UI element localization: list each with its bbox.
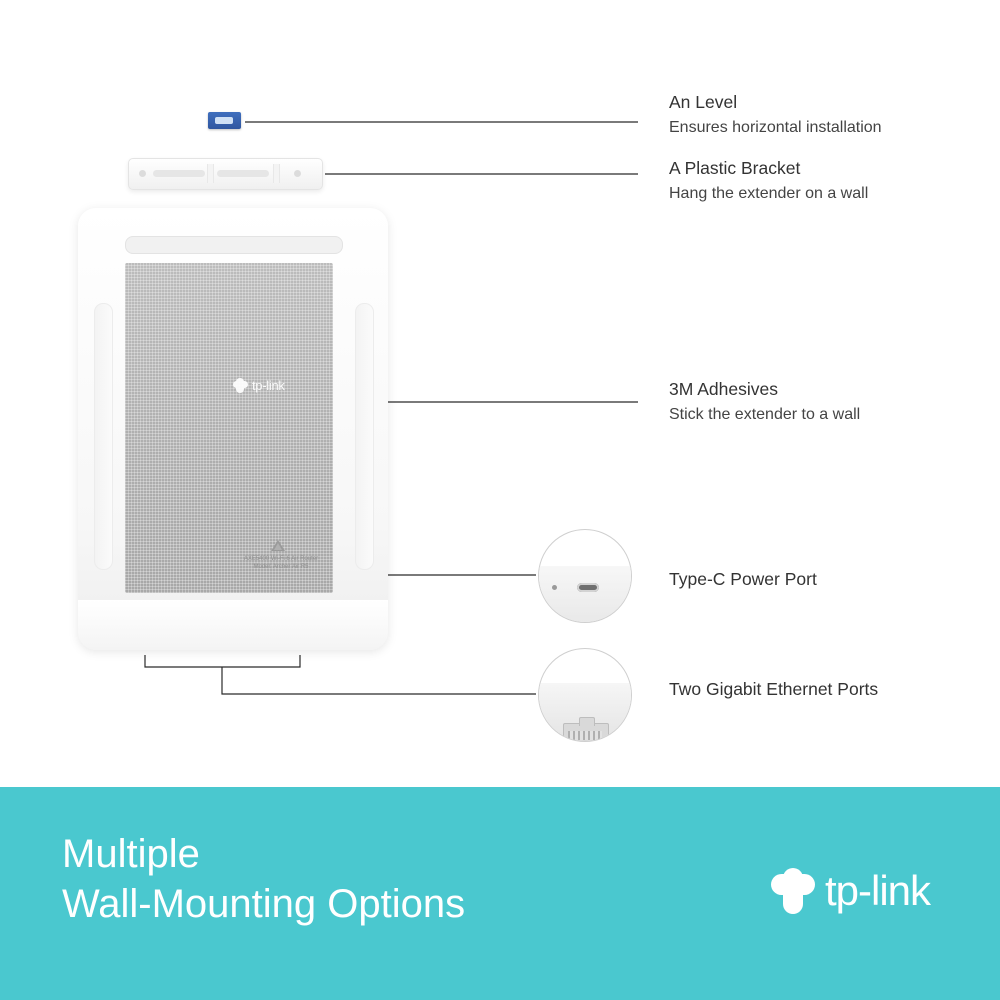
reset-pinhole-icon <box>552 585 557 590</box>
type-c-detail-circle <box>538 529 632 623</box>
banner-title <box>62 829 465 929</box>
bracket-notch-2 <box>273 164 280 183</box>
spirit-level-part <box>208 112 241 129</box>
tp-link-brand-logo <box>771 867 930 915</box>
bracket-slot-2 <box>217 170 269 177</box>
banner-title-line-1: Multiple <box>62 832 200 876</box>
callout-ethernet <box>669 677 989 701</box>
callout-type-c-title: Type-C Power Port <box>669 569 817 589</box>
bracket-notch-1 <box>207 164 214 183</box>
bottom-banner <box>0 787 1000 1000</box>
plastic-bracket-part <box>128 158 323 190</box>
device-logo-text: tp-link <box>252 378 285 393</box>
callout-level <box>669 90 989 140</box>
ethernet-pins <box>568 731 602 740</box>
device-model-label <box>211 555 351 571</box>
device-side-strip-left <box>94 303 113 570</box>
tp-link-brand-mark-icon <box>771 868 815 914</box>
extender-device <box>78 208 388 650</box>
bracket-hole-right <box>294 170 301 177</box>
device-model-line-2: Model: Archer Air R5 <box>253 564 309 570</box>
callout-adhesives <box>669 377 989 427</box>
tp-link-brand-word: tp-link <box>825 867 931 914</box>
callout-bracket-subtitle: Hang the extender on a wall <box>669 185 869 202</box>
device-model-line-1: AXE5400 Wi-Fi 6 Air Router <box>243 556 319 562</box>
ethernet-detail-circle <box>538 648 632 742</box>
callout-level-subtitle: Ensures horizontal installation <box>669 119 882 136</box>
device-mesh-panel <box>125 263 333 593</box>
tp-link-mark-icon <box>233 378 248 393</box>
type-c-detail-body <box>539 566 631 622</box>
device-side-strip-right <box>355 303 374 570</box>
callout-adhesives-title: 3M Adhesives <box>669 379 778 399</box>
bracket-slot-1 <box>153 170 205 177</box>
device-top-vent <box>125 236 343 254</box>
warning-triangle-icon <box>271 540 285 551</box>
device-base <box>78 600 388 650</box>
callout-adhesives-subtitle: Stick the extender to a wall <box>669 406 861 423</box>
callout-type-c <box>669 567 989 591</box>
callout-ethernet-title: Two Gigabit Ethernet Ports <box>669 679 879 699</box>
callout-bracket-title: A Plastic Bracket <box>669 158 801 178</box>
ethernet-detail-body <box>539 683 631 741</box>
tp-link-logo-icon <box>233 378 285 393</box>
callout-level-title: An Level <box>669 92 738 112</box>
bracket-hole-left <box>139 170 146 177</box>
banner-title-line-2: Wall-Mounting Options <box>62 882 466 926</box>
callout-bracket <box>669 156 989 206</box>
type-c-port-icon <box>577 583 599 592</box>
